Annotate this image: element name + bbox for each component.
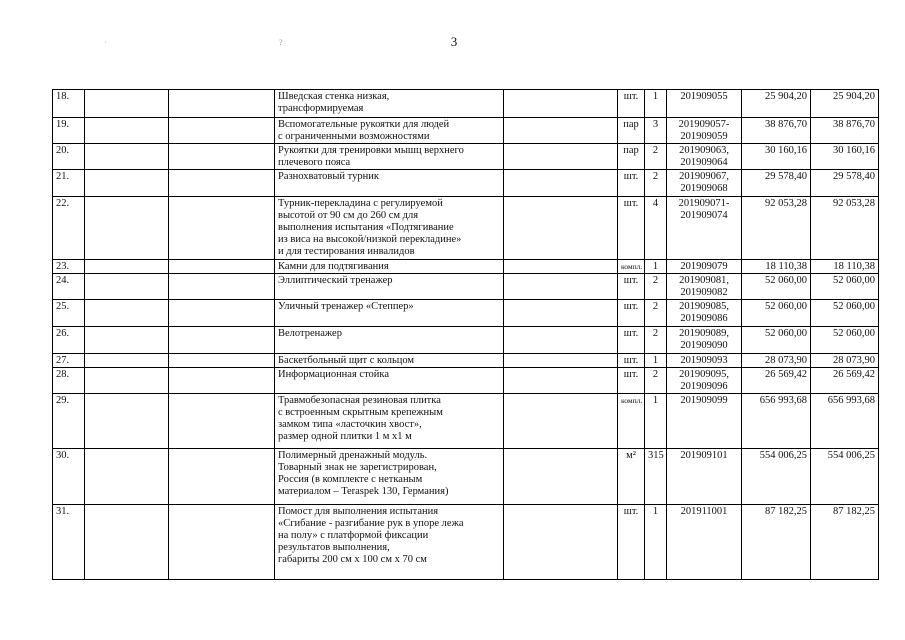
table-row (53, 394, 879, 449)
sum-cell: 26 569,42 (811, 368, 879, 394)
table-row (53, 118, 879, 144)
item-name-cell (275, 170, 504, 197)
table-row (53, 170, 879, 197)
cell-line: 201909095, (679, 369, 729, 380)
cell-line: 201909059 (680, 131, 728, 142)
sum-cell: 87 182,25 (811, 505, 879, 580)
table-row (53, 505, 879, 580)
equipment-table (52, 89, 879, 580)
cell-line: Товарный знак не зарегистрирован, (278, 462, 437, 473)
unit-cell: шт. (618, 90, 645, 118)
price-cell: 52 060,00 (742, 327, 811, 354)
cell-line: Эллиптический тренажер (278, 275, 393, 286)
blank-cell (504, 260, 618, 274)
unit-cell: шт. (618, 274, 645, 300)
table-body (53, 90, 879, 580)
blank-cell (85, 90, 169, 118)
cell-line: 201909082 (680, 287, 728, 298)
cell-line: 201911001 (680, 506, 728, 517)
inventory-code-cell (667, 90, 742, 118)
table-row (53, 449, 879, 505)
cell-line: Рукоятки для тренировки мышц верхнего (278, 145, 464, 156)
item-name-cell (275, 368, 504, 394)
cell-line: Шведская стенка низкая, (278, 91, 390, 102)
blank-cell (504, 327, 618, 354)
blank-cell (169, 170, 275, 197)
table-row (53, 368, 879, 394)
blank-cell (85, 118, 169, 144)
table-row (53, 144, 879, 170)
cell-line: Разнохватовый турник (278, 171, 379, 182)
cell-line: материалом – Teraspek 130, Германия) (278, 486, 449, 497)
inventory-code-cell (667, 505, 742, 580)
blank-cell (85, 274, 169, 300)
item-name-cell (275, 90, 504, 118)
cell-line: плечевого пояса (278, 157, 351, 168)
inventory-code-cell (667, 300, 742, 327)
unit-cell: компл. (618, 394, 645, 449)
unit-cell: шт. (618, 170, 645, 197)
blank-cell (504, 144, 618, 170)
row-number-cell: 31. (53, 505, 85, 580)
row-number-cell: 20. (53, 144, 85, 170)
sum-cell: 29 578,40 (811, 170, 879, 197)
sum-cell: 30 160,16 (811, 144, 879, 170)
cell-line: «Сгибание - разгибание рук в упоре лежа (278, 518, 464, 529)
row-number-cell: 30. (53, 449, 85, 505)
price-cell: 52 060,00 (742, 300, 811, 327)
item-name-cell (275, 449, 504, 505)
quantity-cell: 2 (645, 274, 667, 300)
cell-line: размер одной плитки 1 м х1 м (278, 431, 412, 442)
price-cell: 38 876,70 (742, 118, 811, 144)
item-name-cell (275, 394, 504, 449)
quantity-cell: 1 (645, 505, 667, 580)
cell-line: 201909063, (679, 145, 729, 156)
unit-cell: пар (618, 144, 645, 170)
table-row (53, 197, 879, 260)
cell-line: Россия (в комплекте с нетканым (278, 474, 423, 485)
row-number-cell: 25. (53, 300, 85, 327)
table-row (53, 354, 879, 368)
item-name-cell (275, 274, 504, 300)
cell-line: габариты 200 см х 100 см х 70 см (278, 554, 427, 565)
scan-speck: · (104, 38, 107, 47)
price-cell: 18 110,38 (742, 260, 811, 274)
sum-cell: 52 060,00 (811, 327, 879, 354)
sum-cell: 52 060,00 (811, 274, 879, 300)
item-name-cell (275, 505, 504, 580)
cell-line: 201909090 (680, 340, 728, 351)
blank-cell (169, 327, 275, 354)
unit-cell: шт. (618, 327, 645, 354)
item-name-cell (275, 300, 504, 327)
blank-cell (169, 394, 275, 449)
quantity-cell: 315 (645, 449, 667, 505)
unit-cell: компл. (618, 260, 645, 274)
cell-line: Турник-перекладина с регулируемой (278, 198, 443, 209)
blank-cell (85, 368, 169, 394)
blank-cell (85, 170, 169, 197)
item-name-cell (275, 354, 504, 368)
blank-cell (169, 505, 275, 580)
blank-cell (504, 368, 618, 394)
scan-speck: ? (279, 38, 283, 47)
item-name-cell (275, 197, 504, 260)
cell-line: 201909074 (680, 210, 728, 221)
cell-line: Уличный тренажер «Степпер» (278, 301, 414, 312)
blank-cell (169, 354, 275, 368)
cell-line: 201909079 (680, 261, 728, 272)
quantity-cell: 1 (645, 394, 667, 449)
cell-line: Баскетбольный щит с кольцом (278, 355, 415, 366)
page-number: 3 (450, 34, 458, 49)
table-row (53, 90, 879, 118)
inventory-code-cell (667, 449, 742, 505)
unit-cell: шт. (618, 354, 645, 368)
item-name-cell (275, 144, 504, 170)
unit-cell: шт. (618, 505, 645, 580)
cell-line: 201909093 (680, 355, 728, 366)
blank-cell (504, 197, 618, 260)
blank-cell (169, 118, 275, 144)
unit-cell: шт. (618, 368, 645, 394)
blank-cell (85, 197, 169, 260)
price-cell: 87 182,25 (742, 505, 811, 580)
blank-cell (504, 274, 618, 300)
unit-cell: пар (618, 118, 645, 144)
table-row (53, 300, 879, 327)
cell-line: 201909081, (679, 275, 729, 286)
sum-cell: 554 006,25 (811, 449, 879, 505)
price-cell: 28 073,90 (742, 354, 811, 368)
blank-cell (169, 144, 275, 170)
quantity-cell: 3 (645, 118, 667, 144)
blank-cell (169, 197, 275, 260)
sum-cell: 52 060,00 (811, 300, 879, 327)
cell-line: с ограниченными возможностями (278, 131, 430, 142)
quantity-cell: 2 (645, 170, 667, 197)
sum-cell: 25 904,20 (811, 90, 879, 118)
cell-line: Информационная стойка (278, 369, 390, 380)
item-name-cell (275, 327, 504, 354)
cell-line: высотой от 90 см до 260 см для (278, 210, 419, 221)
price-cell: 554 006,25 (742, 449, 811, 505)
row-number-cell: 29. (53, 394, 85, 449)
table-row (53, 274, 879, 300)
row-number-cell: 27. (53, 354, 85, 368)
row-number-cell: 28. (53, 368, 85, 394)
blank-cell (504, 449, 618, 505)
quantity-cell: 4 (645, 197, 667, 260)
price-cell: 29 578,40 (742, 170, 811, 197)
cell-line: 201909071- (678, 198, 730, 209)
inventory-code-cell (667, 274, 742, 300)
sum-cell: 92 053,28 (811, 197, 879, 260)
blank-cell (85, 449, 169, 505)
cell-line: на полу» с платформой фиксации (278, 530, 429, 541)
cell-line: замком типа «ласточкин хвост», (278, 419, 422, 430)
row-number-cell: 23. (53, 260, 85, 274)
cell-line: 201909099 (680, 395, 728, 406)
quantity-cell: 1 (645, 354, 667, 368)
inventory-code-cell (667, 394, 742, 449)
inventory-code-cell (667, 197, 742, 260)
blank-cell (85, 505, 169, 580)
blank-cell (504, 300, 618, 327)
item-name-cell (275, 260, 504, 274)
cell-line: Велотренажер (278, 328, 342, 339)
cell-line: с встроенным скрытным крепежным (278, 407, 443, 418)
row-number-cell: 22. (53, 197, 85, 260)
blank-cell (85, 354, 169, 368)
unit-cell: м² (618, 449, 645, 505)
blank-cell (85, 144, 169, 170)
cell-line: Вспомогательные рукоятки для людей (278, 119, 450, 130)
sum-cell: 38 876,70 (811, 118, 879, 144)
cell-line: 201909086 (680, 313, 728, 324)
quantity-cell: 2 (645, 368, 667, 394)
row-number-cell: 21. (53, 170, 85, 197)
item-name-cell (275, 118, 504, 144)
price-cell: 30 160,16 (742, 144, 811, 170)
inventory-code-cell (667, 170, 742, 197)
blank-cell (169, 274, 275, 300)
cell-line: Камни для подтягивания (278, 261, 389, 272)
price-cell: 25 904,20 (742, 90, 811, 118)
cell-line: и для тестирования инвалидов (278, 246, 415, 257)
cell-line: 201909064 (680, 157, 728, 168)
blank-cell (169, 449, 275, 505)
row-number-cell: 19. (53, 118, 85, 144)
cell-line: из виса на высокой/низкой перекладине» (278, 234, 462, 245)
row-number-cell: 18. (53, 90, 85, 118)
cell-line: Помост для выполнения испытания (278, 506, 439, 517)
quantity-cell: 2 (645, 300, 667, 327)
table-row (53, 260, 879, 274)
inventory-code-cell (667, 354, 742, 368)
blank-cell (169, 300, 275, 327)
cell-line: трансформируемая (278, 103, 364, 114)
blank-cell (504, 118, 618, 144)
quantity-cell: 1 (645, 90, 667, 118)
blank-cell (85, 394, 169, 449)
price-cell: 92 053,28 (742, 197, 811, 260)
cell-line: выполнения испытания «Подтягивание (278, 222, 454, 233)
sum-cell: 18 110,38 (811, 260, 879, 274)
unit-cell: шт. (618, 300, 645, 327)
blank-cell (504, 90, 618, 118)
cell-line: 201909055 (680, 91, 728, 102)
cell-line: результатов выполнения, (278, 542, 390, 553)
row-number-cell: 26. (53, 327, 85, 354)
blank-cell (504, 170, 618, 197)
inventory-code-cell (667, 118, 742, 144)
blank-cell (169, 368, 275, 394)
quantity-cell: 2 (645, 327, 667, 354)
blank-cell (85, 300, 169, 327)
quantity-cell: 2 (645, 144, 667, 170)
inventory-code-cell (667, 368, 742, 394)
blank-cell (85, 260, 169, 274)
blank-cell (504, 354, 618, 368)
blank-cell (504, 394, 618, 449)
cell-line: 201909085, (679, 301, 729, 312)
row-number-cell: 24. (53, 274, 85, 300)
cell-line: 201909089, (679, 328, 729, 339)
sum-cell: 656 993,68 (811, 394, 879, 449)
inventory-code-cell (667, 260, 742, 274)
cell-line: Полимерный дренажный модуль. (278, 450, 428, 461)
blank-cell (85, 327, 169, 354)
blank-cell (169, 90, 275, 118)
table-row (53, 327, 879, 354)
quantity-cell: 1 (645, 260, 667, 274)
inventory-code-cell (667, 327, 742, 354)
price-cell: 656 993,68 (742, 394, 811, 449)
cell-line: 201909101 (680, 450, 728, 461)
cell-line: Травмобезопасная резиновая плитка (278, 395, 441, 406)
blank-cell (504, 505, 618, 580)
cell-line: 201909067, (679, 171, 729, 182)
cell-line: 201909096 (680, 381, 728, 392)
price-cell: 52 060,00 (742, 274, 811, 300)
blank-cell (169, 260, 275, 274)
cell-line: 201909068 (680, 183, 728, 194)
unit-cell: шт. (618, 197, 645, 260)
cell-line: 201909057- (678, 119, 730, 130)
inventory-code-cell (667, 144, 742, 170)
price-cell: 26 569,42 (742, 368, 811, 394)
sum-cell: 28 073,90 (811, 354, 879, 368)
